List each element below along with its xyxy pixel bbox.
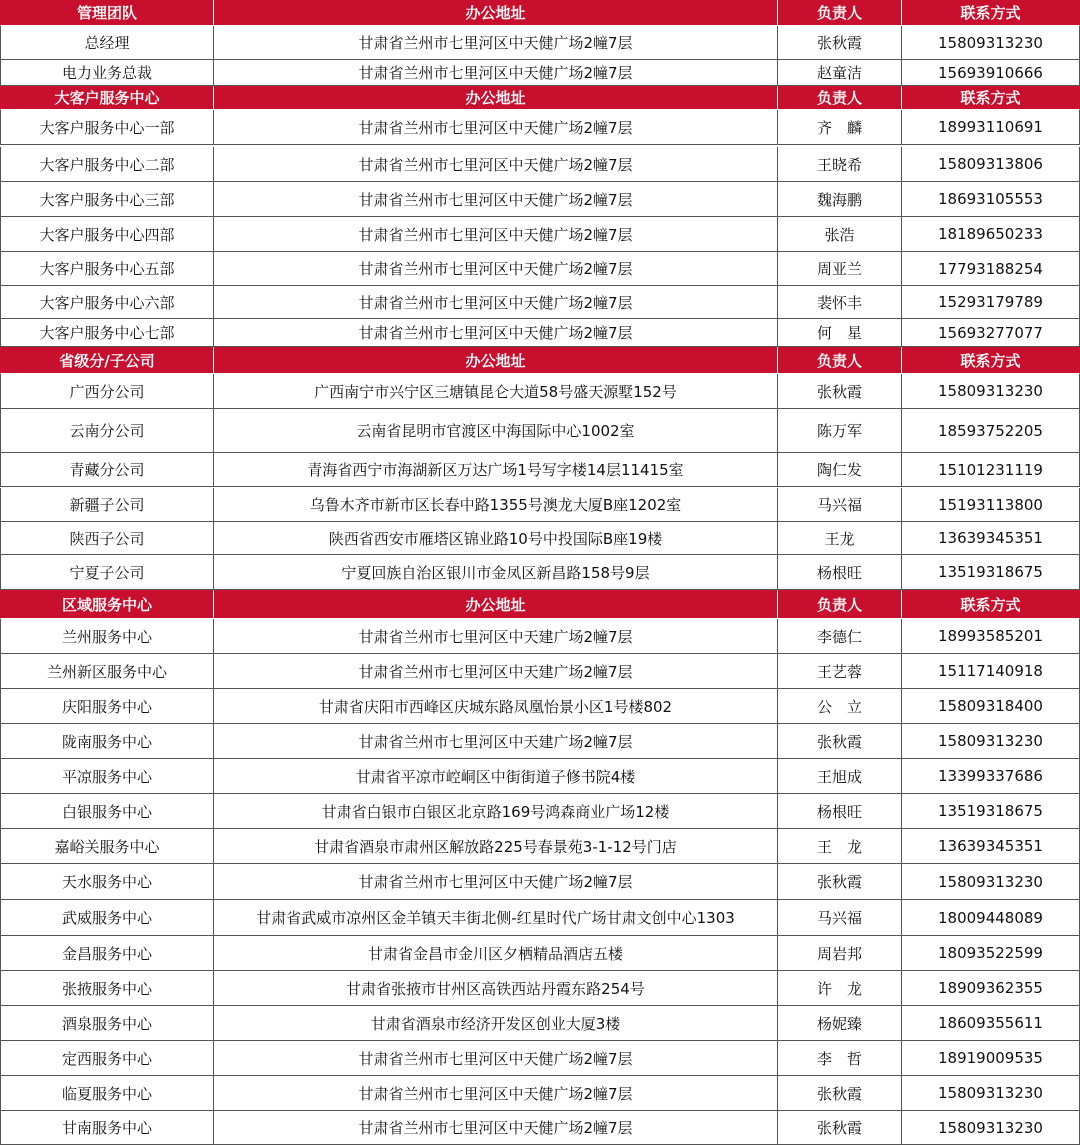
unit-name: 陇南服务中心	[0, 724, 214, 759]
contact-phone: 15809313230	[902, 1076, 1080, 1111]
contact-phone: 15693910666	[902, 60, 1080, 86]
person-in-charge: 何 星	[778, 319, 902, 347]
table-row	[0, 971, 1080, 1006]
unit-name: 大客户服务中心二部	[0, 147, 214, 182]
contact-phone: 18909362355	[902, 971, 1080, 1006]
person-in-charge: 王旭成	[778, 759, 902, 794]
contact-phone: 18609355611	[902, 1006, 1080, 1041]
office-address: 乌鲁木齐市新市区长春中路1355号澳龙大厦B座1202室	[214, 488, 778, 522]
person-in-charge: 张浩	[778, 217, 902, 252]
table-row	[0, 147, 1080, 182]
table-row	[0, 182, 1080, 217]
office-address: 云南省昆明市官渡区中海国际中心1002室	[214, 409, 778, 453]
person-in-charge: 张秋霞	[778, 864, 902, 900]
table-row	[0, 522, 1080, 555]
office-address: 甘肃省兰州市七里河区中天健广场2幢7层	[214, 252, 778, 286]
person-in-charge: 王艺蓉	[778, 654, 902, 689]
contact-phone: 15117140918	[902, 654, 1080, 689]
office-address: 甘肃省兰州市七里河区中天健广场2幢7层	[214, 1111, 778, 1145]
office-address: 甘肃省白银市白银区北京路169号鸿森商业广场12楼	[214, 794, 778, 829]
section-title: 省级分/子公司	[0, 347, 214, 374]
table-row	[0, 654, 1080, 689]
unit-name: 白银服务中心	[0, 794, 214, 829]
contact-phone: 13639345351	[902, 522, 1080, 555]
table-row	[0, 319, 1080, 347]
section-title: 区域服务中心	[0, 590, 214, 619]
unit-name: 总经理	[0, 26, 214, 60]
contact-phone: 15809313230	[902, 1111, 1080, 1145]
unit-name: 大客户服务中心一部	[0, 110, 214, 145]
person-header: 负责人	[778, 347, 902, 374]
person-in-charge: 马兴福	[778, 900, 902, 936]
office-address: 甘肃省庆阳市西峰区庆城东路凤凰怡景小区1号楼802	[214, 689, 778, 724]
contact-phone: 18919009535	[902, 1041, 1080, 1076]
person-in-charge: 王龙	[778, 522, 902, 555]
contact-phone: 18993585201	[902, 619, 1080, 654]
office-address: 甘肃省兰州市七里河区中天健广场2幢7层	[214, 1076, 778, 1111]
unit-name: 定西服务中心	[0, 1041, 214, 1076]
table-row	[0, 217, 1080, 252]
table-row	[0, 453, 1080, 487]
person-in-charge: 张秋霞	[778, 1111, 902, 1145]
office-address: 甘肃省平凉市崆峒区中街街道子修书院4楼	[214, 759, 778, 794]
section-header-row	[0, 0, 1080, 26]
office-address: 甘肃省武威市凉州区金羊镇天丰街北侧-红星时代广场甘肃文创中心1303	[214, 900, 778, 936]
person-in-charge: 周岩邦	[778, 936, 902, 971]
person-header: 负责人	[778, 0, 902, 26]
person-in-charge: 张秋霞	[778, 26, 902, 60]
phone-header: 联系方式	[902, 86, 1080, 110]
table-row	[0, 286, 1080, 319]
contact-phone: 15693277077	[902, 319, 1080, 347]
table-row	[0, 759, 1080, 794]
office-address: 宁夏回族自治区银川市金凤区新昌路158号9层	[214, 555, 778, 590]
unit-name: 新疆子公司	[0, 488, 214, 522]
contact-phone: 13519318675	[902, 555, 1080, 590]
contact-phone: 15293179789	[902, 286, 1080, 319]
office-address: 甘肃省兰州市七里河区中天健广场2幢7层	[214, 217, 778, 252]
table-row	[0, 26, 1080, 60]
table-row	[0, 829, 1080, 864]
person-in-charge: 赵童洁	[778, 60, 902, 86]
contact-phone: 18009448089	[902, 900, 1080, 936]
unit-name: 青藏分公司	[0, 453, 214, 487]
office-address: 陕西省西安市雁塔区锦业路10号中投国际B座19楼	[214, 522, 778, 555]
person-in-charge: 周亚兰	[778, 252, 902, 286]
office-address: 甘肃省兰州市七里河区中天健广场2幢7层	[214, 286, 778, 319]
person-in-charge: 陈万军	[778, 409, 902, 453]
unit-name: 电力业务总裁	[0, 60, 214, 86]
contact-phone: 18593752205	[902, 409, 1080, 453]
unit-name: 武威服务中心	[0, 900, 214, 936]
address-header: 办公地址	[214, 590, 778, 619]
contact-phone: 15809313806	[902, 147, 1080, 182]
person-in-charge: 杨根旺	[778, 555, 902, 590]
table-row	[0, 936, 1080, 971]
section-title: 管理团队	[0, 0, 214, 26]
section-header-row	[0, 86, 1080, 110]
unit-name: 金昌服务中心	[0, 936, 214, 971]
person-in-charge: 张秋霞	[778, 1076, 902, 1111]
office-address: 甘肃省兰州市七里河区中天健广场2幢7层	[214, 182, 778, 217]
person-in-charge: 公 立	[778, 689, 902, 724]
person-in-charge: 魏海鹏	[778, 182, 902, 217]
contact-phone: 15193113800	[902, 488, 1080, 522]
office-address: 甘肃省金昌市金川区夕栖精品酒店五楼	[214, 936, 778, 971]
table-row	[0, 374, 1080, 409]
address-header: 办公地址	[214, 86, 778, 110]
contact-phone: 13639345351	[902, 829, 1080, 864]
unit-name: 大客户服务中心七部	[0, 319, 214, 347]
person-in-charge: 杨妮臻	[778, 1006, 902, 1041]
table-row	[0, 1076, 1080, 1111]
contact-phone: 18993110691	[902, 110, 1080, 145]
person-in-charge: 许 龙	[778, 971, 902, 1006]
office-address: 甘肃省酒泉市经济开发区创业大厦3楼	[214, 1006, 778, 1041]
person-header: 负责人	[778, 590, 902, 619]
person-in-charge: 齐 麟	[778, 110, 902, 145]
person-in-charge: 李德仁	[778, 619, 902, 654]
section-header-row	[0, 590, 1080, 619]
phone-header: 联系方式	[902, 0, 1080, 26]
table-row	[0, 488, 1080, 522]
office-address: 青海省西宁市海湖新区万达广场1号写字楼14层11415室	[214, 453, 778, 487]
table-row	[0, 555, 1080, 590]
unit-name: 张掖服务中心	[0, 971, 214, 1006]
table-row	[0, 864, 1080, 900]
office-address: 甘肃省兰州市七里河区中天建广场2幢7层	[214, 619, 778, 654]
unit-name: 临夏服务中心	[0, 1076, 214, 1111]
person-in-charge: 杨根旺	[778, 794, 902, 829]
contact-phone: 18693105553	[902, 182, 1080, 217]
office-address: 甘肃省兰州市七里河区中天健广场2幢7层	[214, 147, 778, 182]
unit-name: 平凉服务中心	[0, 759, 214, 794]
person-in-charge: 裴怀丰	[778, 286, 902, 319]
unit-name: 嘉峪关服务中心	[0, 829, 214, 864]
contact-phone: 15809313230	[902, 864, 1080, 900]
unit-name: 酒泉服务中心	[0, 1006, 214, 1041]
contact-phone: 15809313230	[902, 26, 1080, 60]
contact-phone: 18189650233	[902, 217, 1080, 252]
table-row	[0, 1041, 1080, 1076]
unit-name: 兰州新区服务中心	[0, 654, 214, 689]
section-title: 大客户服务中心	[0, 86, 214, 110]
table-row	[0, 689, 1080, 724]
office-address: 甘肃省兰州市七里河区中天健广场2幢7层	[214, 319, 778, 347]
address-header: 办公地址	[214, 0, 778, 26]
table-row	[0, 409, 1080, 453]
person-in-charge: 马兴福	[778, 488, 902, 522]
person-in-charge: 陶仁发	[778, 453, 902, 487]
address-header: 办公地址	[214, 347, 778, 374]
unit-name: 陕西子公司	[0, 522, 214, 555]
contact-phone: 15809313230	[902, 374, 1080, 409]
table-row	[0, 794, 1080, 829]
person-in-charge: 王晓希	[778, 147, 902, 182]
person-header: 负责人	[778, 86, 902, 110]
office-address: 甘肃省兰州市七里河区中天健广场2幢7层	[214, 1041, 778, 1076]
table-row	[0, 60, 1080, 86]
office-address: 甘肃省兰州市七里河区中天健广场2幢7层	[214, 110, 778, 145]
unit-name: 云南分公司	[0, 409, 214, 453]
office-address: 甘肃省兰州市七里河区中天健广场2幢7层	[214, 60, 778, 86]
phone-header: 联系方式	[902, 590, 1080, 619]
unit-name: 宁夏子公司	[0, 555, 214, 590]
office-address: 甘肃省酒泉市肃州区解放路225号春景苑3-1-12号门店	[214, 829, 778, 864]
table-row	[0, 1006, 1080, 1041]
contact-phone: 15809313230	[902, 724, 1080, 759]
unit-name: 庆阳服务中心	[0, 689, 214, 724]
unit-name: 广西分公司	[0, 374, 214, 409]
table-row	[0, 1111, 1080, 1145]
unit-name: 大客户服务中心三部	[0, 182, 214, 217]
table-row	[0, 252, 1080, 286]
contact-phone: 18093522599	[902, 936, 1080, 971]
contact-phone: 15809318400	[902, 689, 1080, 724]
contact-phone: 17793188254	[902, 252, 1080, 286]
table-row	[0, 900, 1080, 936]
person-in-charge: 王 龙	[778, 829, 902, 864]
person-in-charge: 张秋霞	[778, 374, 902, 409]
unit-name: 天水服务中心	[0, 864, 214, 900]
phone-header: 联系方式	[902, 347, 1080, 374]
table-row	[0, 110, 1080, 145]
unit-name: 兰州服务中心	[0, 619, 214, 654]
person-in-charge: 李 哲	[778, 1041, 902, 1076]
person-in-charge: 张秋霞	[778, 724, 902, 759]
unit-name: 大客户服务中心五部	[0, 252, 214, 286]
unit-name: 甘南服务中心	[0, 1111, 214, 1145]
office-address: 广西南宁市兴宁区三塘镇昆仑大道58号盛天源墅152号	[214, 374, 778, 409]
contact-phone: 13399337686	[902, 759, 1080, 794]
unit-name: 大客户服务中心四部	[0, 217, 214, 252]
section-header-row	[0, 347, 1080, 374]
office-address: 甘肃省兰州市七里河区中天建广场2幢7层	[214, 654, 778, 689]
table-row	[0, 619, 1080, 654]
office-address: 甘肃省兰州市七里河区中天健广场2幢7层	[214, 864, 778, 900]
contact-phone: 15101231119	[902, 453, 1080, 487]
office-address: 甘肃省兰州市七里河区中天健广场2幢7层	[214, 26, 778, 60]
unit-name: 大客户服务中心六部	[0, 286, 214, 319]
office-address: 甘肃省张掖市甘州区高铁西站丹霞东路254号	[214, 971, 778, 1006]
contact-phone: 13519318675	[902, 794, 1080, 829]
table-row	[0, 724, 1080, 759]
office-address: 甘肃省兰州市七里河区中天建广场2幢7层	[214, 724, 778, 759]
